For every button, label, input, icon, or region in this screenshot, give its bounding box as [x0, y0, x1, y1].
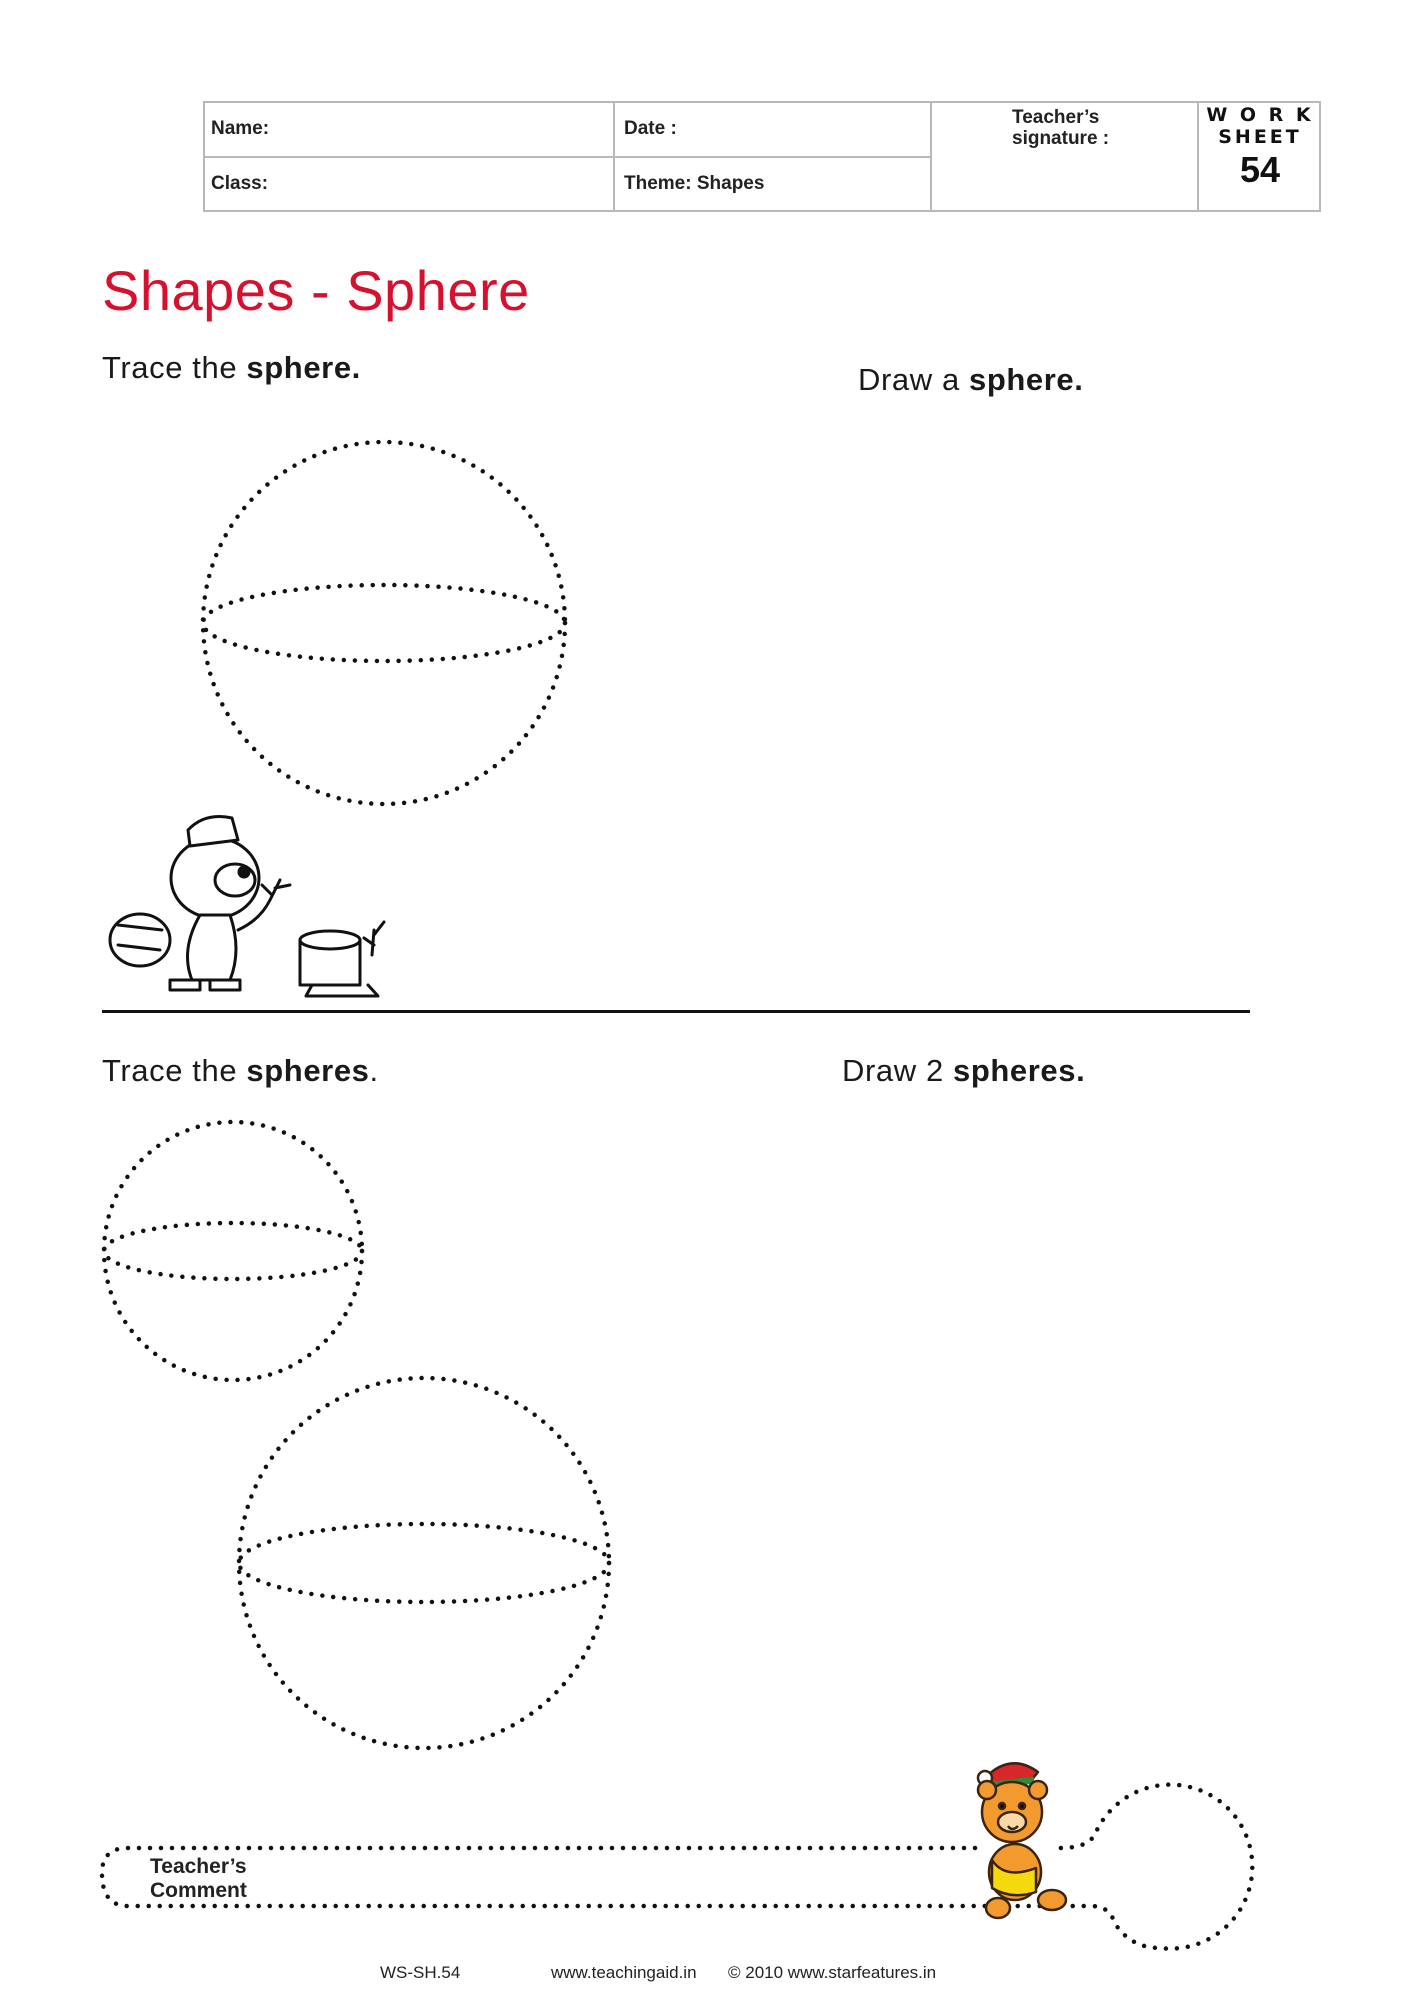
footer-copyright: © 2010 www.starfeatures.in — [728, 1963, 937, 1982]
dotted-sphere — [104, 1122, 362, 1380]
footer-site-link[interactable]: www.teachingaid.in — [551, 1963, 697, 1982]
theme-label: Theme: Shapes — [624, 173, 765, 194]
instruction-keyword: sphere. — [969, 362, 1084, 397]
class-label: Class: — [211, 173, 269, 194]
teacher-comment-area[interactable] — [280, 1852, 960, 1902]
bear-mascot — [978, 1763, 1066, 1918]
date-label: Date : — [624, 118, 677, 139]
instruction-keyword: sphere. — [246, 350, 361, 385]
page-title: Shapes - Sphere — [102, 259, 530, 322]
teacher-comment-line2: Comment — [150, 1879, 247, 1902]
worksheet-word: W O R K — [1206, 104, 1314, 126]
instruction-keyword: spheres — [246, 1053, 370, 1088]
dotted-sphere — [203, 442, 565, 804]
name-label: Name: — [211, 118, 270, 139]
instruction-keyword: spheres. — [953, 1053, 1086, 1088]
instruction-text: Trace the — [102, 350, 247, 385]
dotted-sphere-equator — [104, 1223, 362, 1279]
signature-label-line2: signature : — [1012, 128, 1110, 149]
worksheet-code: WS-SH.54 — [380, 1963, 461, 1982]
teacher-comment-line1: Teacher’s — [150, 1855, 247, 1878]
instruction-text: Draw a — [858, 362, 970, 397]
worksheet-number: 54 — [1239, 149, 1281, 190]
dotted-sphere-equator — [203, 585, 565, 661]
dotted-sphere-equator — [239, 1524, 609, 1602]
beaver-illustration — [110, 817, 384, 997]
instruction-text: . — [369, 1053, 379, 1088]
worksheet-word: SHEET — [1218, 126, 1302, 148]
instruction-text: Trace the — [102, 1053, 247, 1088]
dotted-sphere — [239, 1378, 609, 1748]
teacher-comment-label — [150, 1855, 247, 1903]
instruction-text: Draw 2 — [842, 1053, 954, 1088]
signature-label-line1: Teacher’s — [1012, 107, 1100, 128]
